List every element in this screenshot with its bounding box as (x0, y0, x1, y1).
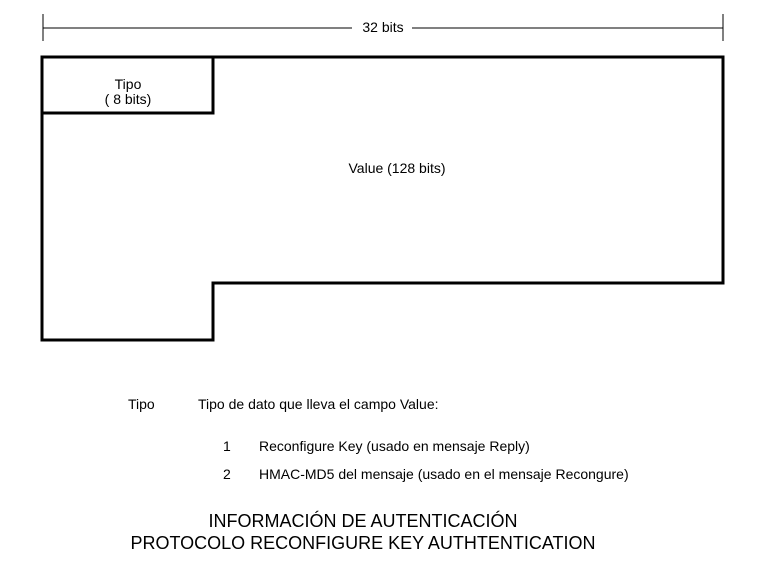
value-field-label: Value (128 bits) (348, 160, 446, 176)
legend-description: Tipo de dato que lleva el campo Value: (198, 396, 439, 412)
tipo-field-name: Tipo (114, 76, 142, 92)
legend-item-text: Reconfigure Key (usado en mensaje Reply) (259, 438, 530, 454)
legend-item-text: HMAC-MD5 del mensaje (usado en el mensaje Recongure) (259, 466, 629, 482)
legend-term: Tipo (128, 396, 155, 412)
legend-item-number: 1 (223, 438, 231, 454)
figure-title-line-1: INFORMACIÓN DE AUTENTICACIÓN (208, 511, 518, 531)
legend-item-number: 2 (223, 466, 231, 482)
figure-title-line-2: PROTOCOLO RECONFIGURE KEY AUTHTENTICATION (130, 533, 596, 553)
tipo-field-size: ( 8 bits) (104, 91, 152, 107)
bit-width-label: 32 bits (362, 19, 404, 35)
